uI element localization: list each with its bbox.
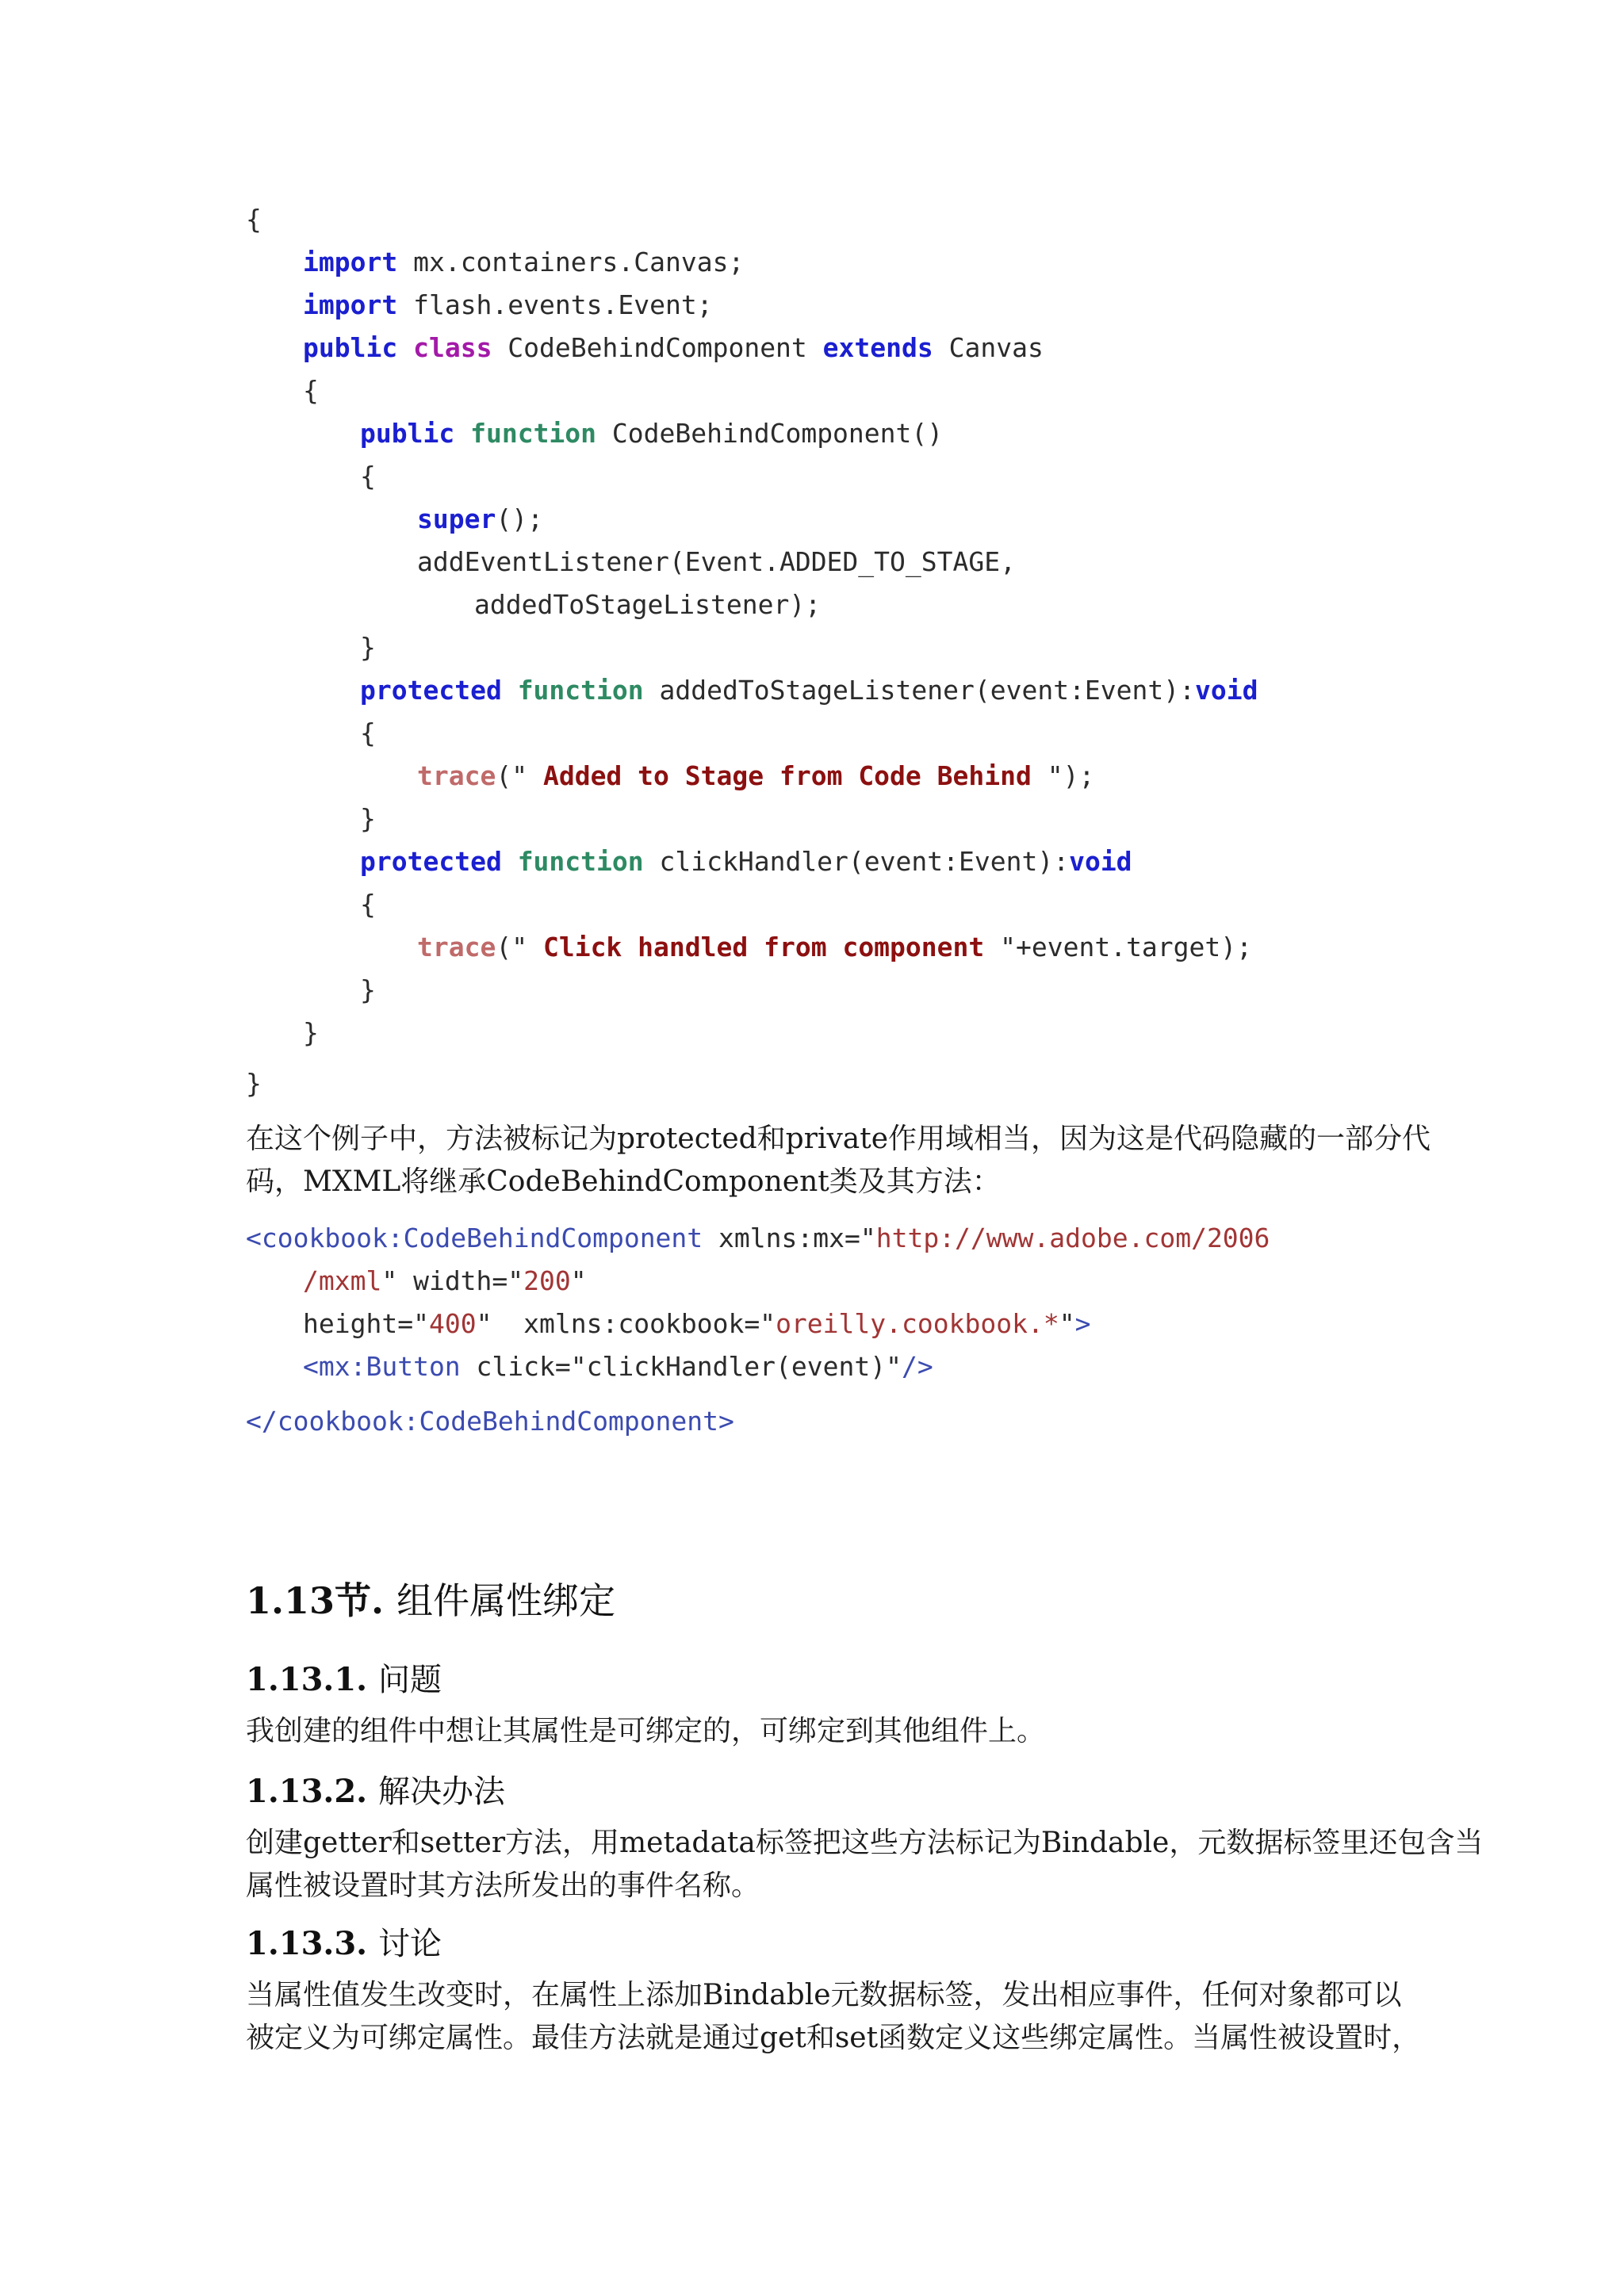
problem-paragraph: 我创建的组件中想让其属性是可绑定的，可绑定到其他组件上。 [246,1715,1046,1747]
code-line: /mxml" width="200" [303,1265,587,1296]
body-paragraph: 在这个例子中，方法被标记为protected和private作用域相当，因为这是代码隐藏的一部分代 码，MXML将继承CodeBehindComponent类及其方法： [246,1123,1431,1198]
code-line: { [303,375,319,406]
code-line: addEventListener(Event.ADDED_TO_STAGE, [417,546,1016,577]
code-line: } [360,803,376,834]
code-line: public function CodeBehindComponent() [360,418,944,449]
code-line: { [360,889,376,920]
code-line: } [360,974,376,1005]
discussion-paragraph: 当属性值发生改变时，在属性上添加Bindable元数据标签，发出相应事件，任何对象都可以 被定义为可绑定属性。最佳方法就是通过get和set函数定义这些绑定属性。当属性被设置时， [246,1979,1421,2054]
code-line: height="400" xmlns:cookbook="oreilly.cookbook.*"> [303,1308,1091,1339]
subsection-heading-solution: 1.13.2. 解决办法 [246,1773,506,1810]
code-line: addedToStageListener); [474,589,822,620]
code-line: trace(" Click handled from component "+event.target); [417,932,1253,962]
code-line: trace(" Added to Stage from Code Behind "); [417,760,1095,791]
code-line: } [246,1068,262,1099]
code-line: { [246,204,262,235]
code-line: <mx:Button click="clickHandler(event)"/> [303,1351,933,1382]
code-line: { [360,461,376,492]
code-line: } [360,632,376,663]
code-line: protected function addedToStageListener(event:Event):void [360,675,1258,706]
code-line: </cookbook:CodeBehindComponent> [246,1406,734,1437]
subsection-heading-problem: 1.13.1. 问题 [246,1661,442,1698]
subsection-heading-discussion: 1.13.3. 讨论 [246,1925,442,1962]
code-line: public class CodeBehindComponent extends Canvas [303,332,1044,363]
solution-paragraph: 创建getter和setter方法，用metadata标签把这些方法标记为Bindable，元数据标签里还包含当 属性被设置时其方法所发出的事件名称。 [246,1827,1484,1902]
code-line: } [303,1017,319,1048]
code-line: <cookbook:CodeBehindComponent xmlns:mx="http://www.adobe.com/2006 [246,1223,1270,1253]
code-line: import mx.containers.Canvas; [303,247,745,277]
code-line: super(); [417,503,543,534]
code-line: import flash.events.Event; [303,289,713,320]
code-line: { [360,718,376,748]
section-heading: 1.13节. 组件属性绑定 [246,1579,616,1622]
code-line: protected function clickHandler(event:Event):void [360,846,1132,877]
